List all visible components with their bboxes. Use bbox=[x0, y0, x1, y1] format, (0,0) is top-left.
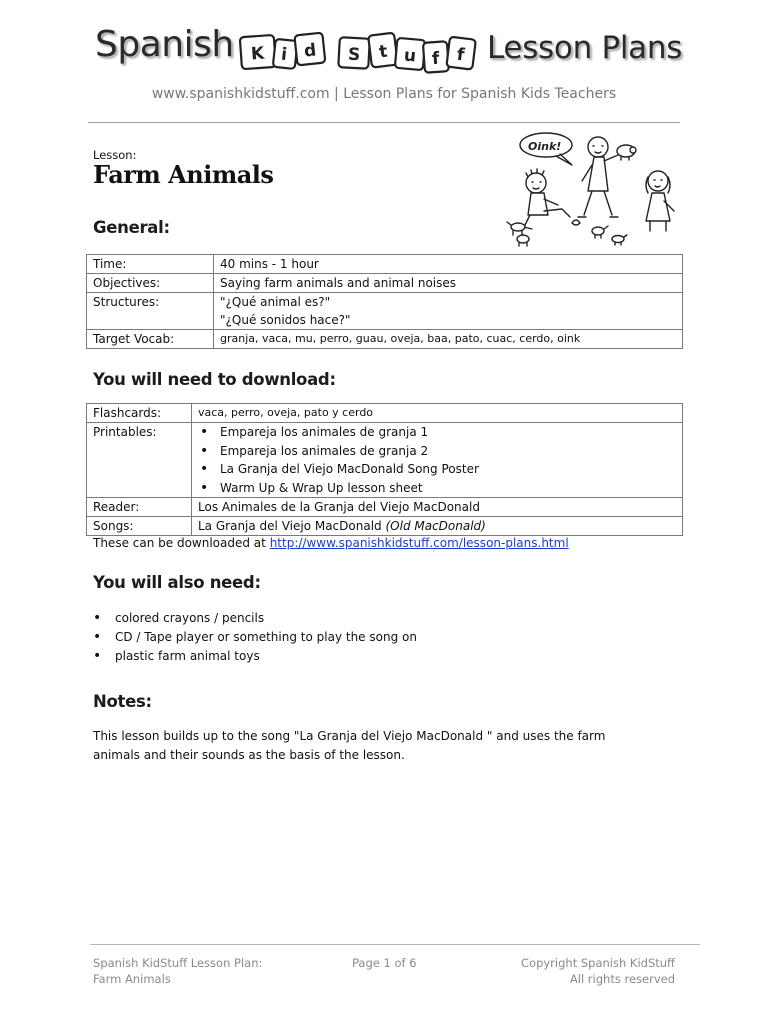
list-item: • CD / Tape player or something to play the song on bbox=[93, 628, 417, 647]
brand-lesson-plans-word: Lesson Plans bbox=[487, 30, 683, 66]
kid-stuff-logo bbox=[239, 30, 479, 78]
lesson-title: Farm Animals bbox=[93, 160, 274, 189]
rights-line: All rights reserved bbox=[569, 972, 675, 986]
table-row bbox=[87, 517, 683, 536]
svg-text:Oink!: Oink! bbox=[528, 140, 562, 153]
brand-spanish-word: Spanish bbox=[95, 24, 234, 65]
list-item: • colored crayons / pencils bbox=[93, 609, 417, 628]
target-vocab-value: granja, vaca, mu, perro, guau, oveja, baa, pato, cuac, cerdo, oink bbox=[214, 330, 683, 349]
list-item: • La Granja del Viejo MacDonald Song Poster bbox=[198, 460, 676, 479]
download-heading: You will need to download: bbox=[93, 370, 336, 389]
download-note-text: These can be downloaded at bbox=[93, 536, 266, 550]
list-item: • Empareja los animales de granja 1 bbox=[198, 423, 676, 442]
printables-value bbox=[192, 423, 683, 498]
svg-text:f: f bbox=[455, 44, 466, 66]
svg-text:f: f bbox=[431, 48, 441, 70]
time-label: Time: bbox=[87, 255, 214, 274]
general-heading: General: bbox=[93, 218, 170, 237]
list-item: • Warm Up & Wrap Up lesson sheet bbox=[198, 479, 676, 498]
svg-text:i: i bbox=[280, 44, 288, 66]
structures-label: Structures: bbox=[87, 293, 214, 330]
reader-value: Los Animales de la Granja del Viejo MacDonald bbox=[192, 498, 683, 517]
structure-line: "¿Qué sonidos hace?" bbox=[220, 313, 351, 327]
footer-plan-label: Spanish KidStuff Lesson Plan: bbox=[93, 956, 263, 970]
lesson-label: Lesson: bbox=[93, 148, 137, 162]
footer-divider bbox=[90, 944, 700, 945]
svg-text:d: d bbox=[303, 40, 318, 62]
lesson-plans-link[interactable]: http://www.spanishkidstuff.com/lesson-plans.html bbox=[269, 536, 569, 550]
structures-value bbox=[214, 293, 683, 330]
table-row bbox=[87, 293, 683, 330]
notes-heading: Notes: bbox=[93, 692, 152, 711]
table-row bbox=[87, 498, 683, 517]
time-value: 40 mins - 1 hour bbox=[214, 255, 683, 274]
song-english-title: (Old MacDonald) bbox=[385, 519, 486, 533]
flashcards-label: Flashcards: bbox=[87, 404, 192, 423]
list-item: • Empareja los animales de granja 2 bbox=[198, 442, 676, 461]
table-row bbox=[87, 404, 683, 423]
table-row bbox=[87, 330, 683, 349]
svg-text:u: u bbox=[403, 45, 417, 67]
target-vocab-label: Target Vocab: bbox=[87, 330, 214, 349]
site-tagline: www.spanishkidstuff.com | Lesson Plans for Spanish Kids Teachers bbox=[151, 86, 617, 102]
svg-text:S: S bbox=[347, 44, 361, 66]
flashcards-value: vaca, perro, oveja, pato y cerdo bbox=[192, 404, 683, 423]
structure-line: "¿Qué animal es?" bbox=[220, 295, 331, 309]
table-row bbox=[87, 423, 683, 498]
table-row bbox=[87, 255, 683, 274]
printables-list bbox=[198, 423, 676, 497]
download-table bbox=[86, 403, 683, 536]
songs-label: Songs: bbox=[87, 517, 192, 536]
footer-lesson-info bbox=[93, 955, 262, 987]
printables-label: Printables: bbox=[87, 423, 192, 498]
footer-copyright bbox=[485, 955, 675, 987]
farm-kids-illustration bbox=[498, 131, 680, 251]
svg-text:K: K bbox=[250, 43, 265, 65]
notes-text: This lesson builds up to the song "La Granja del Viejo MacDonald " and uses the farm animals and their sounds as the basis of the lesson. bbox=[93, 729, 606, 762]
objectives-value: Saying farm animals and animal noises bbox=[214, 274, 683, 293]
table-row bbox=[87, 274, 683, 293]
general-table bbox=[86, 254, 683, 349]
also-need-heading: You will also need: bbox=[93, 573, 261, 592]
songs-value bbox=[192, 517, 683, 536]
song-title: La Granja del Viejo MacDonald bbox=[198, 519, 382, 533]
footer-lesson-name: Farm Animals bbox=[93, 972, 171, 986]
svg-text:t: t bbox=[378, 41, 389, 63]
page-number: Page 1 of 6 bbox=[352, 956, 417, 970]
header-divider bbox=[88, 122, 680, 123]
reader-label: Reader: bbox=[87, 498, 192, 517]
objectives-label: Objectives: bbox=[87, 274, 214, 293]
also-need-list bbox=[93, 609, 417, 666]
copyright-line: Copyright Spanish KidStuff bbox=[521, 956, 675, 970]
list-item: • plastic farm animal toys bbox=[93, 647, 417, 666]
download-note bbox=[93, 536, 569, 550]
